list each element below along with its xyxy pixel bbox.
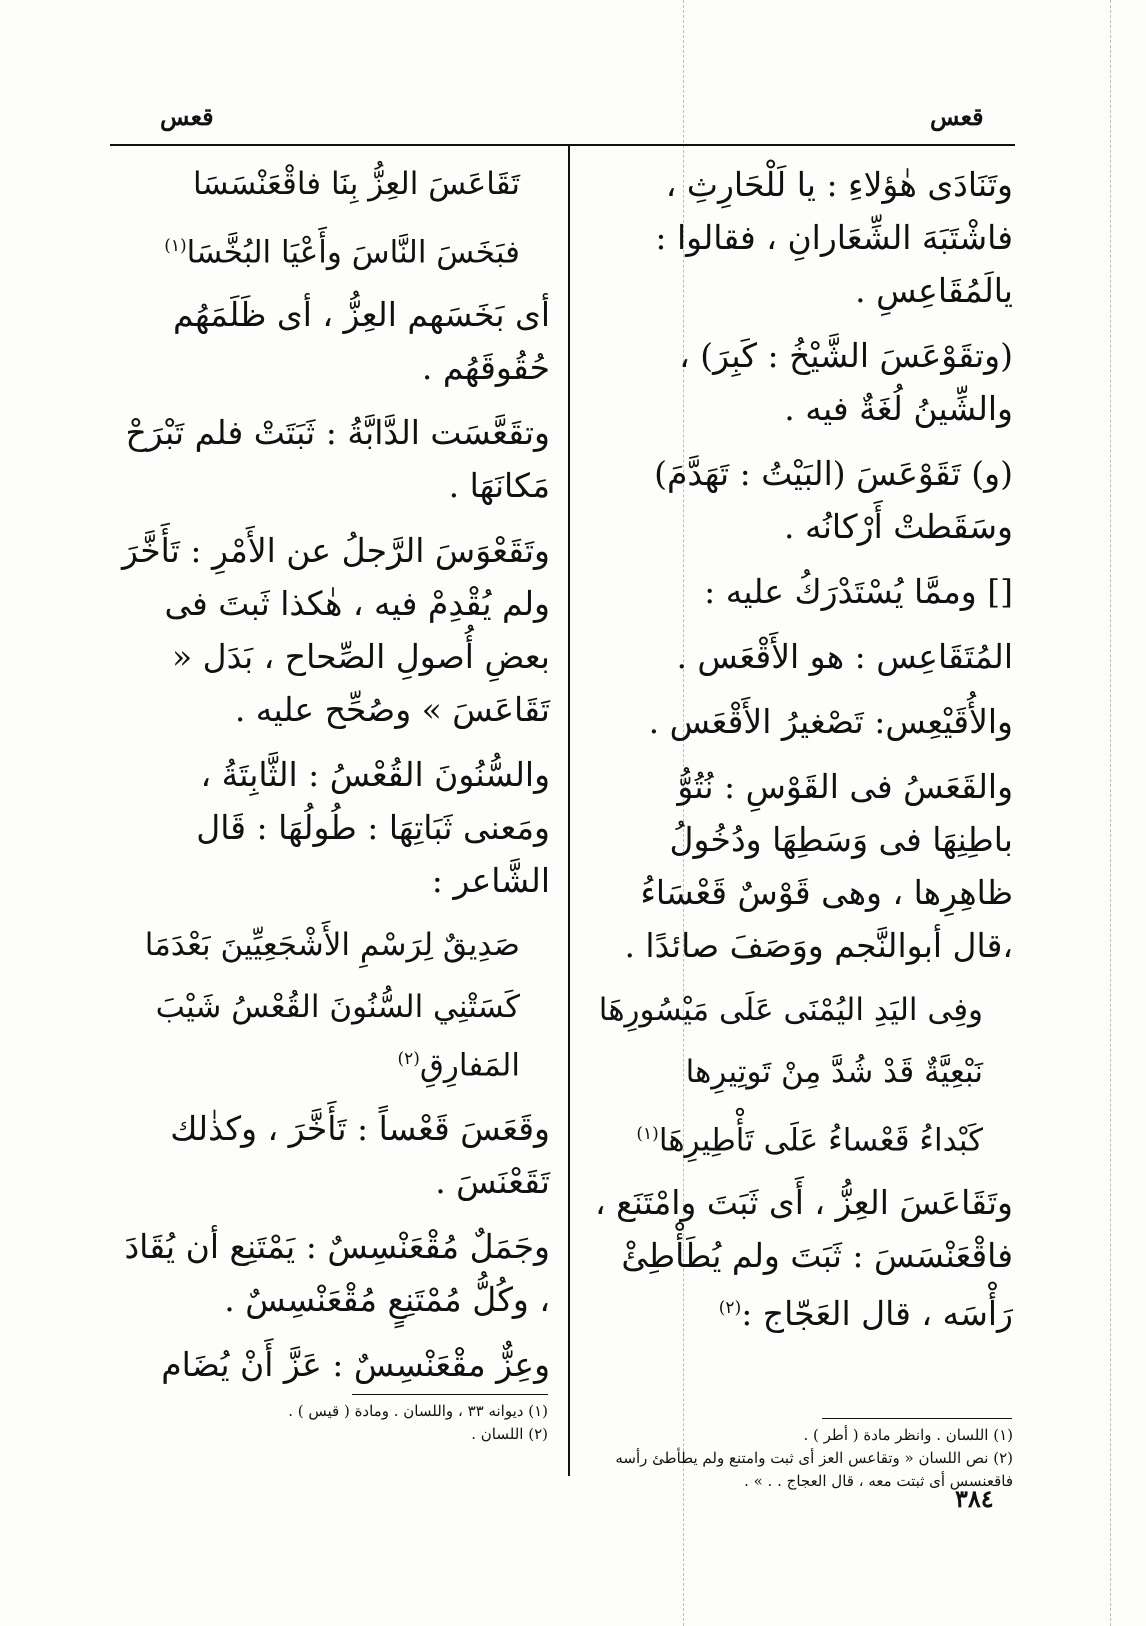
right-paragraph: وتَنَادَى هٰؤلاءِ : يا لَلْحَارِثِ ، فاشْتَبَهَ الشِّعَارانِ ، فقالوا : يالَمُقَاعِسِ . [655, 165, 1013, 310]
right-column [588, 158, 1013, 1352]
verse-text: فبَخَسَ النَّاسَ وأَعْيَا البُخَّسَا [186, 234, 520, 271]
footnote-marker: (٢) [397, 1049, 420, 1070]
right-paragraph: (وتقَوْعَسَ الشَّيْخُ : كَبِرَ) ، والشِّينُ لُغَةٌ فيه . [679, 336, 1013, 428]
right-paragraph: (و) تَقَوْعَسَ (البَيْتُ : تَهَدَّمَ) وسَقَطتْ أَرْكانُه . [654, 454, 1013, 546]
left-column [112, 158, 550, 1403]
right-footnotes [588, 1424, 1013, 1493]
left-footnotes [112, 1400, 548, 1446]
footnote-marker: (١) [636, 1124, 659, 1144]
footnote: (٢) نص اللسان « وتقاعس العز أى ثبت وامتنع ولم يطأطئ رأسه فاقعنسس أى ثبتت معه ، قال العجاج . . » . [615, 1449, 1013, 1490]
right-paragraph: المُتَقَاعِس : هو الأَقْعَس . [676, 637, 1013, 676]
footnote: (١) ديوانه ٣٣ ، واللسان . ومادة ( قيس ) . [288, 1402, 548, 1420]
right-paragraph: والقَعَسُ فى القَوْسِ : نُتُوُّ باطِنِهَا فى وَسَطِهَا ودُخُولُ ظاهِرِها ، وهى قَوْسٌ قَعْسَاءُ ،قال أبوالنَّجم ووَصَفَ صائدًا . [624, 767, 1013, 965]
left-paragraph: أى بَخَسَهم العِزُّ ، أى ظَلَمَهُم حُقُوقَهُم . [173, 295, 550, 388]
right-paragraph: والأُقَيْعِس: تَصْغيرُ الأَقْعَس . [648, 702, 1013, 741]
left-paragraph: والسُّنُونَ القُعْسُ : الثَّابِتَةُ ، ومَعنى ثَبَاتِهَا : طُولُهَا : قَال الشَّاعر : [196, 755, 550, 901]
right-verse-line [588, 1108, 1013, 1166]
left-verse-line: صَدِيقٌ لِرَسْمِ الأَشْجَعِيِّينَ بَعْدَمَا [144, 927, 520, 964]
left-paragraph: وتقَعَّسَت الدَّابَّةُ : ثَبَتَتْ فلم تَبْرَحْ مَكانَهَا . [125, 413, 550, 506]
footnote-marker: (١) [164, 236, 187, 256]
right-paragraph [588, 1176, 1013, 1340]
verse-text: كَبْداءُ قَعْساءُ عَلَى تَأْطِيرِهَا [658, 1122, 983, 1159]
edge-guide-line [1110, 0, 1111, 1626]
footnote-marker: (٢) [718, 1298, 742, 1319]
left-paragraph: وتَقَعْوَسَ الرَّجلُ عن الأَمْرِ : تَأَخَّرَ ولم يُقْدِمْ فيه ، هٰكذا ثَبتَ فى بعضِ أُصولِ الصِّحاح ، بَدَل « تَقَاعَسَ » وصُحِّح عليه . [122, 531, 550, 730]
left-paragraph: وعِزٌّ مقْعَنْسِسٌ : عَزَّ أَنْ يُضَام [161, 1344, 550, 1384]
left-footnote-rule [352, 1394, 548, 1395]
left-verse-line: تَقَاعَسَ العِزُّ بِنَا فاقْعَنْسَسَا [192, 166, 520, 202]
left-paragraph: وجَمَلٌ مُقْعَنْسِسٌ : يَمْتَنِع أن يُقَادَ ، وكُلُّ مُمْتَنِعٍ مُقْعَنْسِسٌ . [124, 1226, 550, 1319]
column-divider [568, 146, 570, 1476]
paragraph-text: وتَقَاعَسَ العِزُّ ، أَى ثَبَتَ وامْتَنَع ، فاقْعَنْسَسَ : ثَبَتَ ولم يُطَأْطِئْ رَأْسَه ، قال العَجّاج : [594, 1183, 1013, 1334]
right-paragraph: [] وممَّا يُسْتَدْرَكُ عليه : [704, 572, 1013, 611]
header-right-word: قعس [930, 102, 984, 131]
right-verse-line: نَبْعِيَّةٌ قَدْ شُدَّ مِنْ تَوتِيرِها [685, 1054, 983, 1090]
right-footnote-rule [822, 1418, 1012, 1419]
right-verse-line: وفِى اليَدِ اليُمْنَى عَلَى مَيْسُورِهَا [598, 992, 983, 1028]
verse-text: كَسَتْنِي السُّنُونَ القُعْسُ شَيْبَ المَفارِقِ [155, 989, 520, 1084]
footnote: (٢) اللسان . [471, 1425, 548, 1443]
left-verse-line [112, 981, 550, 1091]
header-left-word: قعس [160, 102, 214, 131]
header-rule [110, 144, 1015, 146]
left-paragraph: وقَعَسَ قَعْساً : تَأَخَّرَ ، وكذٰلك تَقَعْنَسَ . [170, 1108, 550, 1201]
page-number: ٣٨٤ [955, 1484, 994, 1513]
left-verse-line [112, 220, 550, 278]
footnote: (١) اللسان . وانظر مادة ( أطر ) . [803, 1426, 1013, 1444]
